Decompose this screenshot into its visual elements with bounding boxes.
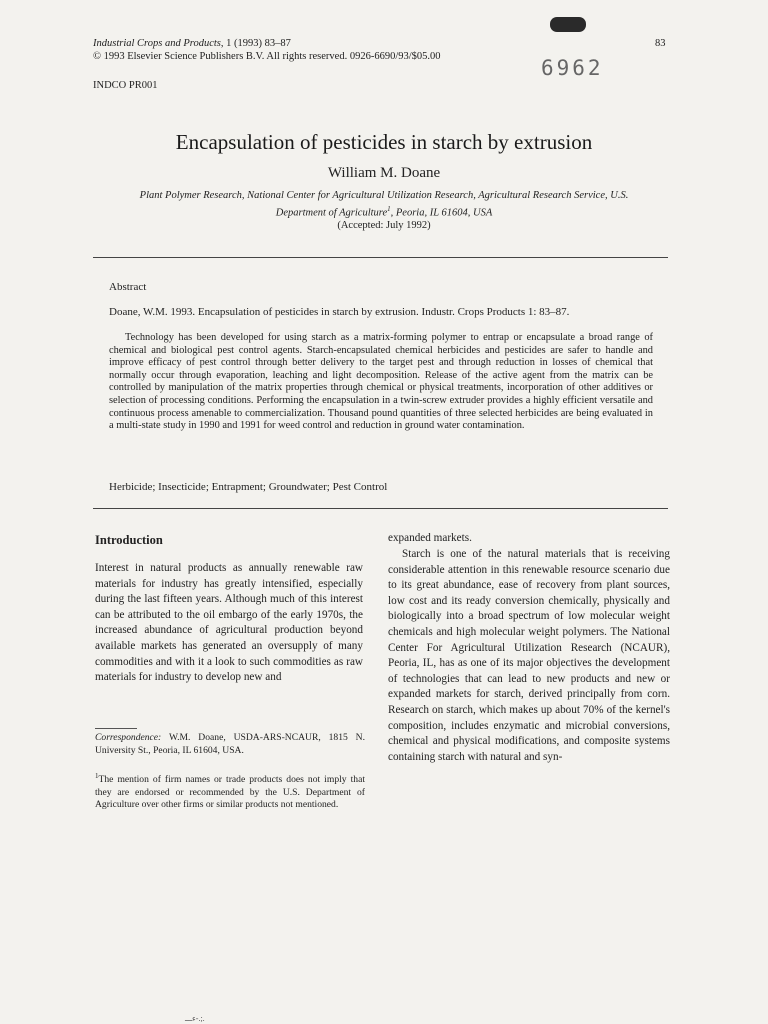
- footnote-marker: 1: [95, 772, 99, 780]
- scan-artifact: ءـــ-.;.: [185, 1014, 205, 1023]
- intro-continuation: expanded markets.: [388, 532, 472, 544]
- footnote-1: [95, 770, 365, 812]
- correspondence-label: Correspondence:: [95, 732, 162, 743]
- footnote-correspondence: [95, 732, 365, 757]
- author-name: William M. Doane: [327, 165, 441, 181]
- journal-citation: [93, 37, 291, 50]
- affiliation-line2a: Department of Agriculture: [275, 207, 388, 218]
- affiliation-line1: Plant Polymer Research, National Center for Agricultural Utilization Research, Agricultural Research Service, U.S.: [139, 190, 629, 201]
- section-heading-introduction: Introduction: [95, 533, 163, 547]
- page-number: 83: [655, 38, 666, 49]
- keywords: Herbicide; Insecticide; Entrapment; Groundwater; Pest Control: [109, 481, 388, 493]
- abstract-citation: Doane, W.M. 1993. Encapsulation of pesticides in starch by extrusion. Industr. Crops Products 1: 83–87.: [109, 306, 570, 318]
- accepted-date: (Accepted: July 1992): [337, 220, 431, 231]
- affiliation-superscript: 1: [387, 204, 391, 213]
- abstract-body: Technology has been developed for using starch as a matrix-forming polymer to entrap or encapsulate a broad range of chemical and biological pest control agents. Starch-encapsulated chemical herbicides and pesticides are safer to handle and improve efficacy of pest control through better delivery to the target pest and through reduction in losses of chemical that normally occur through evaporation, leaching and light decomposition. Release of the active agent from the matrix can be controlled by manipulation of the matrix properties through chemical or physical treatments, incorporation of other additives or selection of processing conditions. Performing the encapsulation in a twin-screw extruder provides a highly efficient versatile and continuous process amenable to commercialization. Thousand pound quantities of three selected herbicides are being evaluated in a multi-state study in 1990 and 1991 for weed control and reduction in ground water contamination.: [109, 332, 653, 432]
- copyright-line: © 1993 Elsevier Science Publishers B.V. All rights reserved. 0926-6690/93/$05.00: [93, 51, 441, 62]
- journal-name: Industrial Crops and Products: [93, 38, 221, 49]
- document-code: INDCO PR001: [93, 80, 158, 91]
- intro-paragraph-2: Starch is one of the natural materials that is receiving considerable attention in this renewable resource scenario due to its great abundance, ease of recovery from plant sources, low cost and its ready conversion chemically, physically and biologically into a broad spectrum of low molecular weight chemicals and high molecular weight polymers. The National Center For Agricultural Utilization Research (NCAUR), Peoria, IL, has as one of its major objectives the development of technologies that can lead to new products and new or expanded markets for starch, derived principally from corn. Research on starch, which makes up about 70% of the kernel's composition, includes enzymatic and microbial conversions, chemical and physical modifications, and composite systems containing starch with natural and syn-: [388, 548, 670, 763]
- handwritten-stamp-number: 6962: [541, 56, 604, 80]
- article-title: Encapsulation of pesticides in starch by extrusion: [175, 130, 593, 154]
- abstract-heading: Abstract: [109, 281, 147, 293]
- ink-stamp: [550, 17, 586, 32]
- journal-issue: , 1 (1993) 83–87: [220, 38, 291, 49]
- correspondence-text: W.M. Doane, USDA-ARS-NCAUR, 1815 N. University St., Peoria, IL 61604, USA.: [95, 732, 365, 756]
- author-affiliation: [90, 189, 678, 220]
- abstract-top-rule: [93, 257, 668, 258]
- abstract-bottom-rule: [93, 508, 668, 509]
- affiliation-line2b: , Peoria, IL 61604, USA: [390, 207, 493, 218]
- footnote-text: The mention of firm names or trade products does not imply that they are endorsed or recommended by the U.S. Department of Agriculture over other firms or similar products not mentioned.: [95, 774, 365, 811]
- intro-paragraph-1: Interest in natural products as annually renewable raw materials for industry has greatly intensified, especially during the last fifteen years. Although much of this interest can be attributed to the oil embargo of the early 1970s, the increased abundance of agricultural production beyond available markets has generated an oversupply of many commodities and with it a look to such commodities as raw materials for industry to develop new and: [95, 562, 363, 684]
- footnote-rule: [95, 728, 137, 729]
